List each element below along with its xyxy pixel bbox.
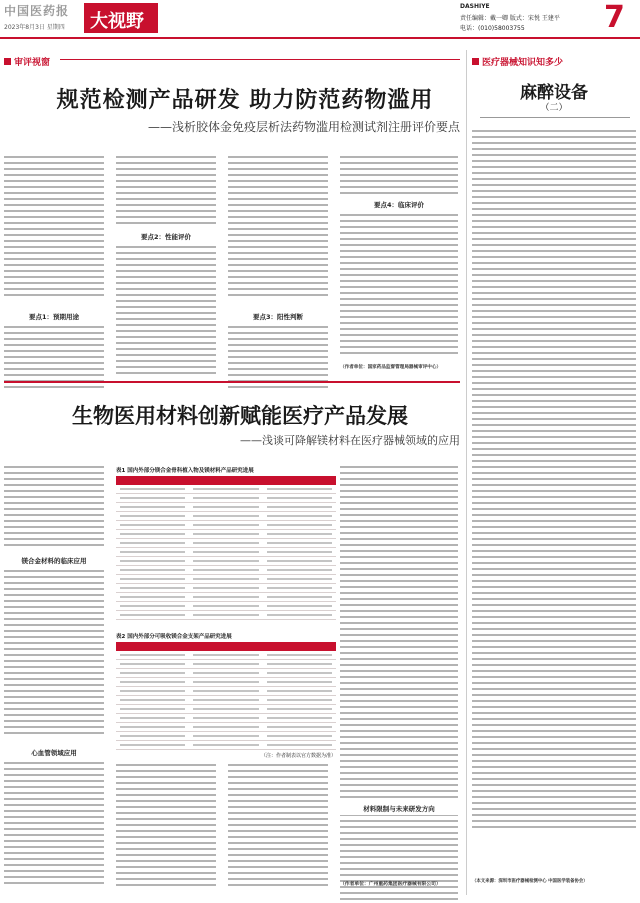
section-label-text: 审评视窗 <box>14 58 51 68</box>
section-label-text: 医疗器械知识知多少 <box>482 58 564 68</box>
subheading-4: 要点4：临床评价 <box>373 201 425 209</box>
bottom-col-3 <box>228 764 328 886</box>
bottom-col-1c <box>4 762 104 884</box>
table-row <box>116 557 336 566</box>
article-column-2 <box>116 156 216 224</box>
main-headline: 规范检测产品研发 助力防范药物滥用 <box>56 87 434 113</box>
bottom-headline: 生物医用材料创新赋能医疗产品发展 <box>72 403 408 428</box>
table-row <box>116 696 336 705</box>
main-subheadline: ——浅析胶体金免疫层析法药物滥用检测试剂注册评价要点 <box>147 120 460 134</box>
table-row <box>116 602 336 611</box>
table-row <box>116 723 336 732</box>
article-column-1 <box>4 156 104 296</box>
section-divider <box>4 381 460 383</box>
table-2 <box>116 642 336 750</box>
table-row <box>116 593 336 602</box>
editor-credit: 责任编辑：戴一卿 版式：宋悦 王建平 <box>460 15 560 22</box>
table-row <box>116 566 336 575</box>
table-row <box>116 539 336 548</box>
table-row <box>116 660 336 669</box>
subheading-1: 要点1：预期用途 <box>28 313 80 321</box>
right-section-title: 麻醉设备 <box>520 83 588 103</box>
bottom-col-1 <box>4 466 104 546</box>
bottom-subheading-2: 心血管领域应用 <box>31 749 77 757</box>
right-author-note: （本文来源：深圳市医疗器械检测中心 中国医学装备协会） <box>472 879 588 884</box>
table-row <box>116 611 336 620</box>
newspaper-logo: 中国医药报 <box>4 4 70 18</box>
editor-phone: 电话：(010)58003755 <box>460 25 525 32</box>
table-row <box>116 512 336 521</box>
bottom-subheading-1: 镁合金材料的临床应用 <box>21 557 87 565</box>
masthead-date: 2023年8月3日 星期四 <box>4 24 65 31</box>
bottom-subheadline: ——浅谈可降解镁材料在医疗器械领域的应用 <box>240 434 460 447</box>
table-row <box>116 669 336 678</box>
right-article-col-1 <box>472 130 636 828</box>
article-column-2b <box>116 246 216 374</box>
section-name: 大视野 <box>90 11 144 32</box>
article-column-4 <box>340 156 458 194</box>
table-row <box>116 485 336 494</box>
masthead-rule <box>0 37 640 39</box>
table-row <box>116 651 336 660</box>
right-title-rule <box>480 117 630 118</box>
section-marker-icon <box>4 58 11 65</box>
left-source-note: （作者单位：国家药品监督管理局器械审评中心） <box>340 365 442 370</box>
table-row <box>116 548 336 557</box>
table-row <box>116 687 336 696</box>
article-column-3b <box>228 326 328 388</box>
table-note: （注：作者制表以官方数据为准） <box>260 753 336 759</box>
article-column-4b <box>340 214 458 354</box>
section-label-knowledge <box>472 55 563 68</box>
table-2-title: 表2 国内外部分可吸收镁合金支架产品研究进展 <box>116 634 232 640</box>
table-1 <box>116 476 336 620</box>
table-row <box>116 705 336 714</box>
bottom-col-1b <box>4 570 104 734</box>
article-column-3 <box>228 156 328 296</box>
subheading-3: 要点3：阳性判断 <box>252 313 304 321</box>
table-row <box>116 503 336 512</box>
table-row <box>116 584 336 593</box>
section-pinyin: DASHIYE <box>460 3 490 10</box>
bottom-source-note: （作者单位：广州重药集团医疗器械有限公司） <box>340 882 441 887</box>
subheading-2: 要点2：性能评价 <box>140 233 192 241</box>
right-column-divider <box>466 50 467 895</box>
table-1-title: 表1 国内外部分镁合金骨科植入物及镁材料产品研究进展 <box>116 468 254 474</box>
left-section-rule <box>60 59 460 60</box>
table-row <box>116 678 336 687</box>
table-row <box>116 714 336 723</box>
table-row <box>116 575 336 584</box>
section-marker-icon <box>472 58 479 65</box>
masthead <box>0 0 640 40</box>
table-row <box>116 521 336 530</box>
table-header <box>116 476 336 485</box>
bottom-col-4 <box>340 466 458 903</box>
table-row <box>116 741 336 750</box>
table-row <box>116 494 336 503</box>
table-row <box>116 732 336 741</box>
table-row <box>116 530 336 539</box>
page-number: 7 <box>604 0 625 35</box>
section-label-review <box>4 55 50 68</box>
bottom-col-2 <box>116 764 216 886</box>
bottom-subheading-3: 材料限制与未来研发方向 <box>340 802 458 815</box>
right-section-part: （二） <box>540 103 568 113</box>
article-column-1b <box>4 326 104 388</box>
table-header <box>116 642 336 651</box>
